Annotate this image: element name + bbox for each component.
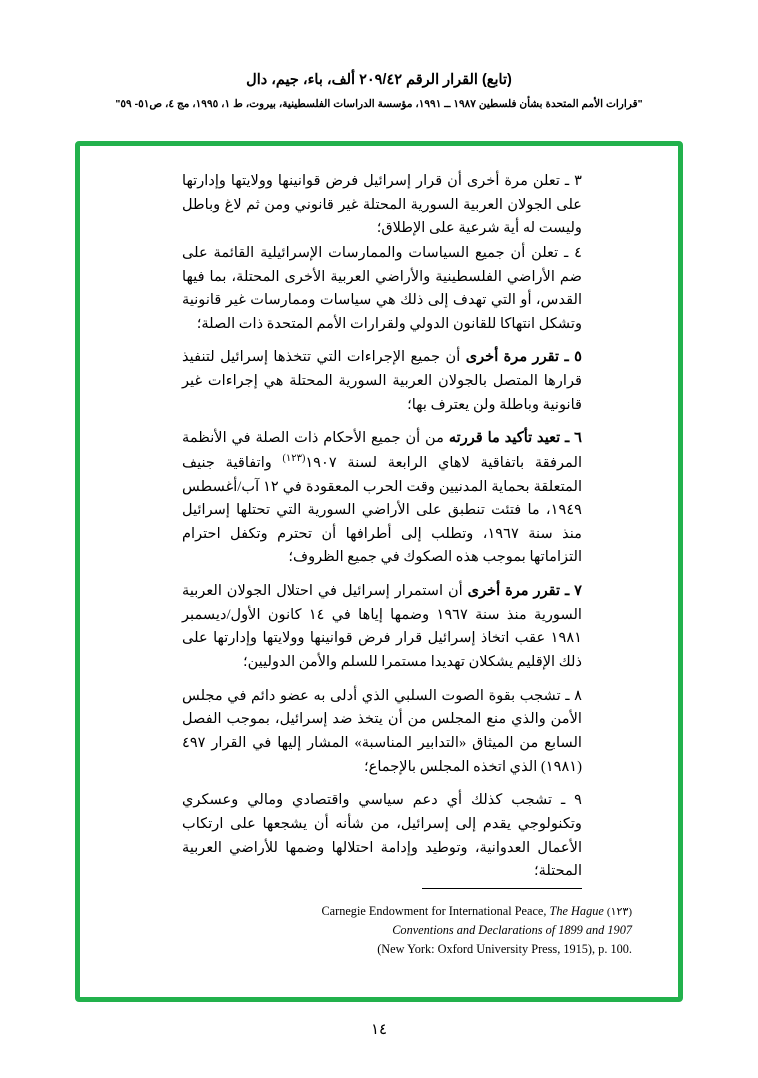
green-border-frame [75,141,683,1002]
clause-lead: ٥ ـ تقرر مرة أخرى [465,349,583,366]
footnote-block [126,902,632,959]
footnote-line-3: (New York: Oxford University Press, 1915), p. 100. [377,941,632,956]
clause-text-continued: واتفاقية جنيف المتعلقة بحماية المدنيين وقت الحرب المعقودة في ١٢ آب/أغسطس ١٩٤٩، ما فتئت تنطبق على الأراضي السورية التي تحتلها إسرائيل منذ سنة ١٩٦٧، وتطلب إلى أطرافها أن تحترم وتكفل احترام التزاماتها بموجب هذه الصكوك في جميع الظروف؛ [182,454,582,566]
source-citation: "قرارات الأمم المتحدة بشأن فلسطين ١٩٨٧ ــ ١٩٩١، مؤسسة الدراسات الفلسطينية، بيروت، ط ١، ١٩٩٥، مج ٤، ص٥١- ٥٩" [115,98,643,110]
paragraph-spacer [182,337,582,346]
clause-text: من أن جميع الأحكام ذات الصلة في الأنظمة المرفقة باتفاقية لاهاي الرابعة لسنة ١٩٠٧ [182,430,583,471]
clause-paragraph [182,427,582,570]
clause-paragraph: ٤ ـ تعلن أن جميع السياسات والممارسات الإسرائيلية القائمة على ضم الأراضي الفلسطينية والأراضي العربية الأخرى المحتلة، بما فيها القدس، أو التي تهدف إلى ذلك هي سياسات وممارسات غير قانونية وتشكل انتهاكا للقانون الدولي ولقرارات الأمم المتحدة ذات الصلة؛ [182,244,582,332]
clause-paragraph: ٣ ـ تعلن مرة أخرى أن قرار إسرائيل فرض قوانينها وولايتها وإدارتها على الجولان العربية السورية المحتلة غير قانوني ومن ثم لاغ وباطل وليست له أية شرعية على الإطلاق؛ [182,173,582,237]
footnote-marker: (١٢٣) [282,453,306,465]
page-number: ١٤ [370,1022,388,1038]
clause-paragraph [182,346,582,417]
clause-paragraph [182,580,582,675]
clause-lead: ٦ ـ تعيد تأكيد ما قررته [448,430,582,447]
footnote-publisher: Carnegie Endowment for International Peace, [321,903,550,918]
paragraph-spacer [182,676,582,685]
footnote-line-1 [126,902,632,921]
clause-paragraph: ٨ ـ تشجب بقوة الصوت السلبي الذي أدلى به عضو دائم في مجلس الأمن والذي منع المجلس من أن يتخذ ضد إسرائيل، بموجب الفصل السابع من الميثاق «التدابير المناسبة» المشار إليها في القرار ٤٩٧ (١٩٨١) الذي اتخذه المجلس بالإجماع؛ [182,687,582,775]
document-body [182,170,582,885]
paragraph-spacer [182,780,582,789]
footnote-line-2: Conventions and Declarations of 1899 and 1907 [392,922,632,937]
paragraph-spacer [182,571,582,580]
footnote-number: (١٢٣) [606,905,632,918]
footnote-divider [422,888,582,889]
clause-text: أن استمرار إسرائيل في احتلال الجولان العربية السورية منذ سنة ١٩٦٧ وضمها إياها في ١٤ كانون الأول/ديسمبر ١٩٨١ عقب اتخاذ إسرائيل قرار فرض قوانينها وولايتها وإدارتها على ذلك الإقليم يشكلان تهديدا مستمرا للسلم والأمن الدوليين؛ [182,583,582,671]
paragraph-spacer [182,418,582,427]
document-header [0,72,758,110]
clause-paragraph: ٩ ـ تشجب كذلك أي دعم سياسي واقتصادي ومالي وعسكري وتكنولوجي يقدم إلى إسرائيل، من شأنه أن يشجعها على ارتكاب الأعمال العدوانية، وتوطيد وإدامة احتلالها وضمها للأراضي العربية المحتلة؛ [182,792,582,880]
page-title: (تابع) القرار الرقم ٢٠٩/٤٢ ألف، باء، جيم، دال [246,72,512,88]
footnote-place: The Hague [549,903,604,918]
clause-lead: ٧ ـ تقرر مرة أخرى [467,583,582,600]
clause-text: أن جميع الإجراءات التي تتخذها إسرائيل لتنفيذ قرارها المتصل بالجولان العربية السورية المحتلة هي إجراءات غير قانونية وباطلة ولن يعترف بها؛ [182,349,582,413]
